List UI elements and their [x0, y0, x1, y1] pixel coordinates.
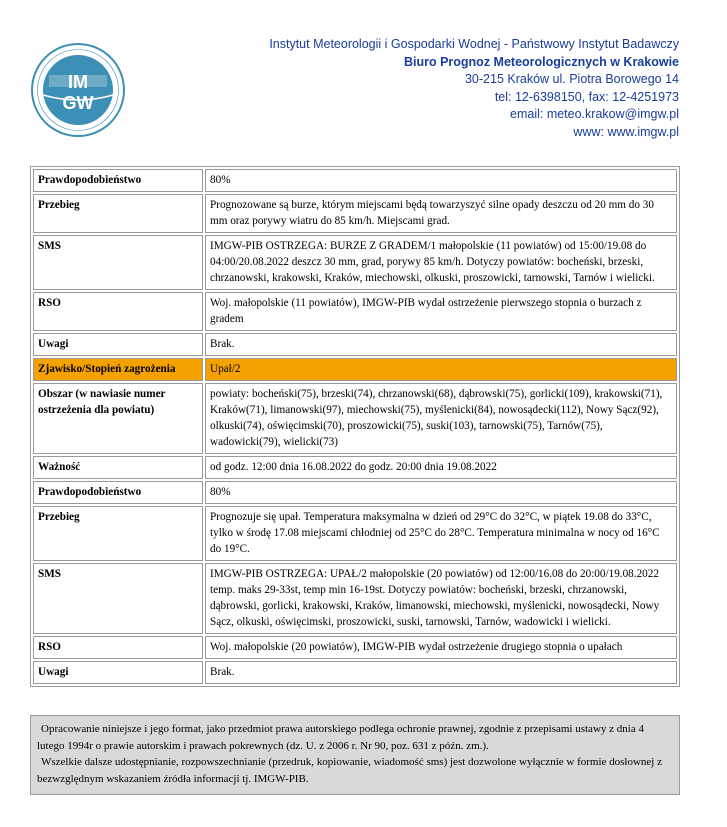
row-value: Upał/2: [205, 358, 677, 381]
row-value: IMGW-PIB OSTRZEGA: BURZE Z GRADEM/1 małopolskie (11 powiatów) od 15:00/19.08 do 04:00/20.08.2022 deszcz 30 mm, grad, porywy 85 km/h. Dotyczy powiatów: bocheński, brzeski, chrzanowski, krakowski, Kraków, miechowski, olkuski, proszowicki, tarnowski, Tarnów i wielicki.: [205, 235, 677, 290]
row-value: Woj. małopolskie (20 powiatów), IMGW-PIB wydał ostrzeżenie drugiego stopnia o upałach: [205, 636, 677, 659]
row-label: Przebieg: [33, 194, 203, 233]
row-value: Prognozowane są burze, którym miejscami będą towarzyszyć silne opady deszczu od 20 mm do 30 mm oraz porywy wiatru do 85 km/h. Miejscami grad.: [205, 194, 677, 233]
imgw-logo: [31, 43, 125, 137]
table-row: [33, 333, 677, 356]
row-label: Uwagi: [33, 661, 203, 684]
row-value: powiaty: bocheński(75), brzeski(74), chrzanowski(68), dąbrowski(75), gorlicki(109), krakowski(71), Kraków(71), limanowski(97), miechowski(75), myślenicki(84), nowosądecki(112), Nowy Sącz(92), olkuski(74), oświęcimski(70), proszowicki(75), suski(103), tarnowski(75), Tarnów(75), wadowicki(79), wielicki(73): [205, 383, 677, 454]
row-label: Prawdopodobieństwo: [33, 169, 203, 192]
row-label: Zjawisko/Stopień zagrożenia: [33, 358, 203, 381]
row-value: Prognozuje się upał. Temperatura maksymalna w dzień od 29°C do 32°C, w piątek 19.08 do 33°C, tylko w środę 17.08 miejscami chłodniej od 25°C do 28°C. Temperatura minimalna w nocy od 16°C do 19°C.: [205, 506, 677, 561]
row-value: 80%: [205, 169, 677, 192]
svg-text:IM: IM: [68, 72, 88, 92]
table-row: [33, 235, 677, 290]
institute-header: [269, 36, 679, 141]
table-row: [33, 506, 677, 561]
distribution-paragraph: Wszelkie dalsze udostępnianie, rozpowszechnianie (przedruk, kopiowanie, wiadomość sms) jest dozwolone wyłącznie w formie dosłownej z bezwzględnym wskazaniem źródła informacji tj. IMGW-PIB.: [37, 756, 662, 785]
table-row: [33, 383, 677, 454]
row-label: Przebieg: [33, 506, 203, 561]
row-label: Prawdopodobieństwo: [33, 481, 203, 504]
email-line: email: meteo.krakow@imgw.pl: [510, 107, 679, 121]
row-value: 80%: [205, 481, 677, 504]
institute-name: Instytut Meteorologii i Gospodarki Wodnej - Państwowy Instytut Badawczy: [269, 37, 679, 51]
row-label: Ważność: [33, 456, 203, 479]
warning-table: [30, 166, 680, 687]
row-label: SMS: [33, 235, 203, 290]
row-label: RSO: [33, 292, 203, 331]
row-label: RSO: [33, 636, 203, 659]
svg-text:GW: GW: [62, 93, 94, 113]
copyright-paragraph: Opracowanie niniejsze i jego format, jako przedmiot prawa autorskiego podlega ochronie prawnej, zgodnie z przepisami ustawy z dnia 4 lutego 1994r o prawie autorskim i prawach pokrewnych (dz. U. z 2006 r. Nr 90, poz. 631 z późn. zm.).: [37, 723, 644, 752]
table-row: [33, 661, 677, 684]
address-line: 30-215 Kraków ul. Piotra Borowego 14: [464, 72, 679, 86]
table-row: [33, 169, 677, 192]
copyright-notice: [30, 715, 680, 795]
row-value: Woj. małopolskie (11 powiatów), IMGW-PIB wydał ostrzeżenie pierwszego stopnia o burzach z gradem: [205, 292, 677, 331]
table-row: [33, 636, 677, 659]
row-value: Brak.: [205, 333, 677, 356]
row-value: Brak.: [205, 661, 677, 684]
row-label: SMS: [33, 563, 203, 634]
table-row: [33, 563, 677, 634]
row-label: Obszar (w nawiasie numer ostrzeżenia dla powiatu): [33, 383, 203, 454]
row-value: IMGW-PIB OSTRZEGA: UPAŁ/2 małopolskie (20 powiatów) od 12:00/16.08 do 20:00/19.08.2022 temp. maks 29-33st, temp min 16-19st. Dotyczy powiatów: bocheński, brzeski, chrzanowski, dąbrowski, gorlicki, krakowski, Kraków, limanowski, miechowski, myślenicki, nowosądecki, Nowy Sącz, olkuski, oświęcimski, proszowicki, suski, tarnowski, Tarnów, wadowicki i wielicki.: [205, 563, 677, 634]
table-row-highlight: [33, 358, 677, 381]
bureau-name: Biuro Prognoz Meteorologicznych w Krakowie: [403, 54, 679, 69]
row-label: Uwagi: [33, 333, 203, 356]
table-row: [33, 481, 677, 504]
table-row: [33, 456, 677, 479]
row-value: od godz. 12:00 dnia 16.08.2022 do godz. 20:00 dnia 19.08.2022: [205, 456, 677, 479]
table-row: [33, 292, 677, 331]
table-row: [33, 194, 677, 233]
www-line: www: www.imgw.pl: [573, 124, 679, 139]
phone-line: tel: 12-6398150, fax: 12-4251973: [494, 89, 679, 104]
